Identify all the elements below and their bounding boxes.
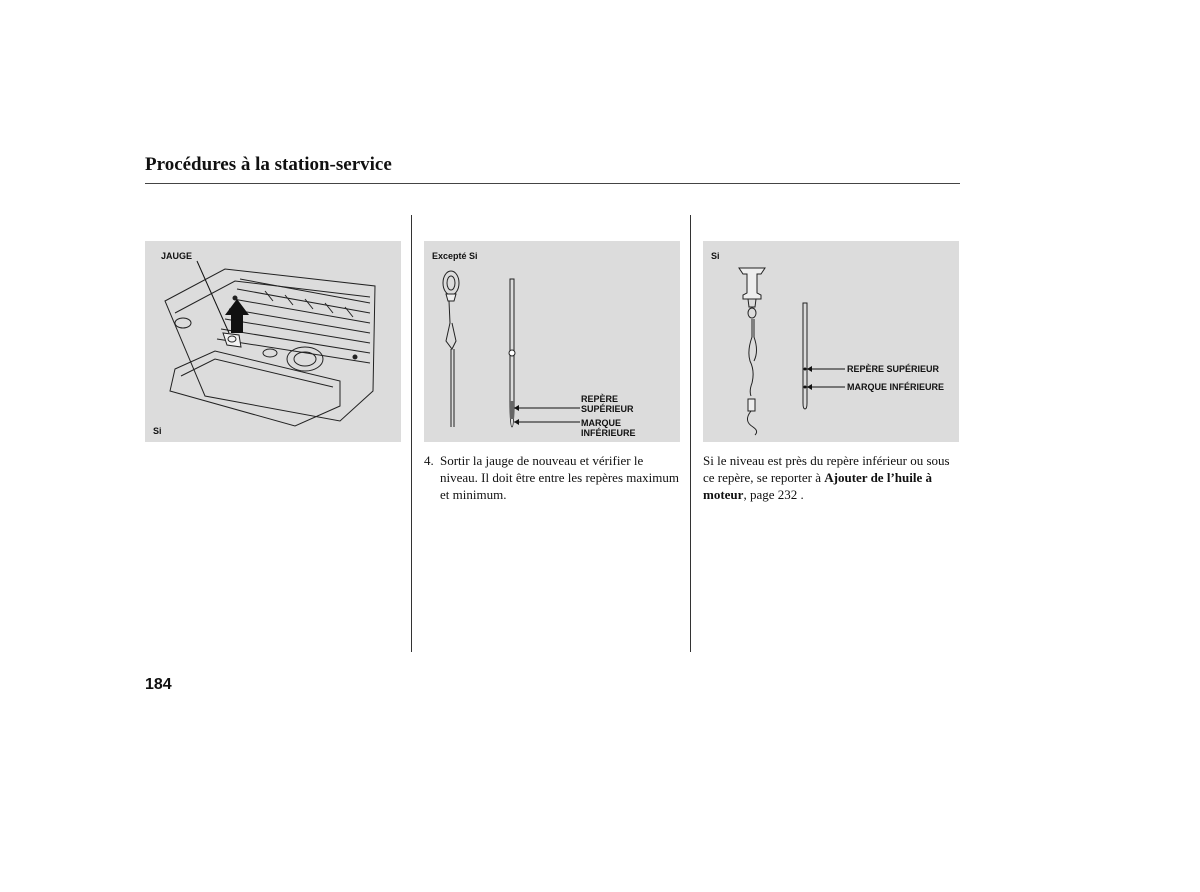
step-number: 4. xyxy=(424,453,434,468)
step-4 xyxy=(424,452,680,503)
note-text-after: , page 232 . xyxy=(743,487,804,502)
lower-mark-label-line2: INFÉRIEURE xyxy=(581,428,636,438)
note-text-before: Si le niveau est près du repère inférieur ou sous ce repère, se reporter à xyxy=(703,453,950,485)
dipstick-label: JAUGE xyxy=(161,251,193,261)
upper-mark-label-line1: REPÈRE xyxy=(581,394,619,404)
engine-dipstick-figure xyxy=(145,241,401,442)
engine-illustration xyxy=(145,241,401,442)
lower-mark-label: MARQUE INFÉRIEURE xyxy=(847,382,945,392)
dipstick-illustration-si xyxy=(703,241,959,442)
page-number: 184 xyxy=(145,676,172,693)
model-label: Excepté Si xyxy=(432,251,478,261)
upper-mark-label-line2: SUPÉRIEUR xyxy=(581,404,634,414)
model-label: Si xyxy=(153,426,162,436)
page-title: Procédures à la station-service xyxy=(145,154,392,175)
dipstick-figure-standard xyxy=(424,241,680,442)
upper-mark-label: REPÈRE SUPÉRIEUR xyxy=(847,364,940,374)
add-oil-reference: Ajouter de l’huile à moteur xyxy=(703,470,932,502)
model-label: Si xyxy=(711,251,720,261)
column-divider-2 xyxy=(690,215,691,652)
column-divider-1 xyxy=(411,215,412,652)
low-level-note xyxy=(703,452,959,503)
lower-mark-label xyxy=(581,418,636,438)
upper-mark-label xyxy=(581,394,634,414)
lower-mark-label-line1: MARQUE xyxy=(581,418,621,428)
step-text: Sortir la jauge de nouveau et vérifier le niveau. Il doit être entre les repères maximum et minimum. xyxy=(440,453,679,502)
dipstick-figure-si xyxy=(703,241,959,442)
dipstick-illustration-standard xyxy=(424,241,680,442)
title-divider xyxy=(145,183,960,184)
